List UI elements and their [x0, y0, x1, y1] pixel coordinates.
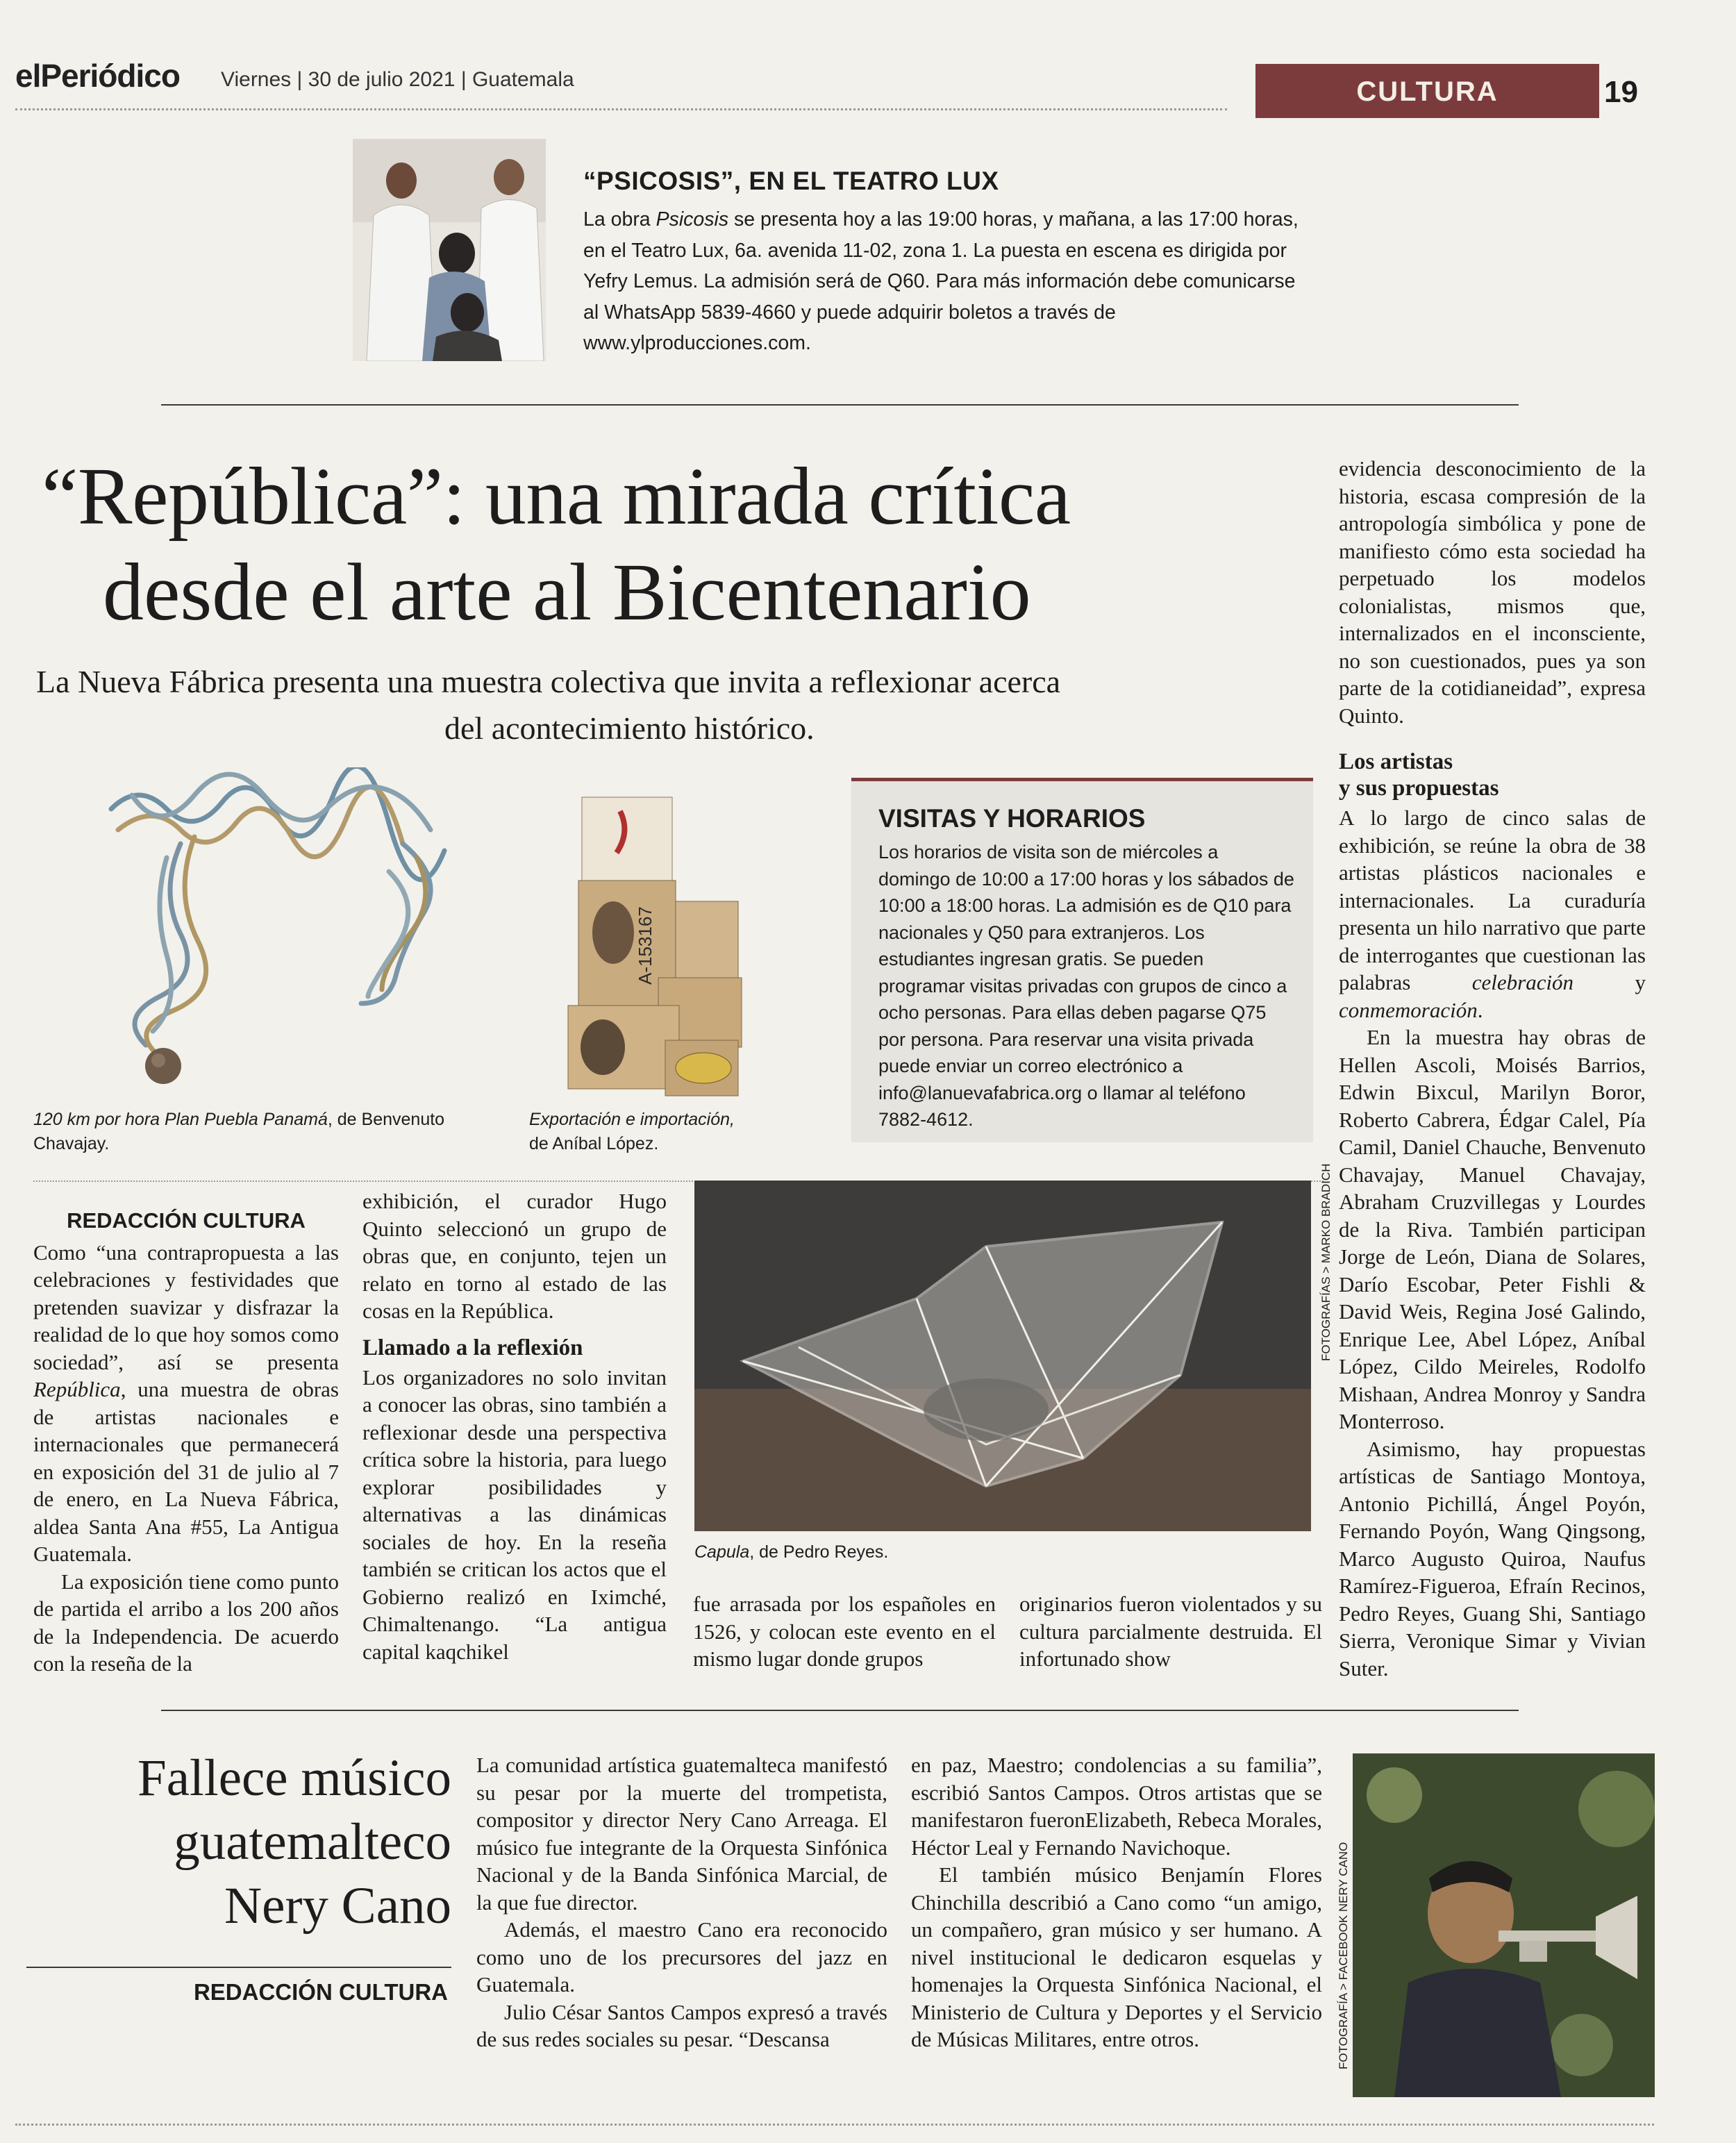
main-col1-p2: La exposición tiene como punto de partida el arribo a los 200 años de la Independencia. De acuerdo con la reseña de la [33, 1569, 339, 1676]
psicosis-body-start: La obra [583, 208, 656, 231]
obit-headline-line3: Nery Cano [224, 1877, 451, 1935]
page-number: 19 [1604, 75, 1638, 109]
boxes-illustration [561, 783, 752, 1103]
visitas-body: Los horarios de visita son de miércoles a domingo de 10:00 a 17:00 horas y los sábados de 10:00 a 18:00 horas. La admisión es de Q10 para nacionales y Q50 para extranjeros. Los estudiantes ingresan gratis. Se pueden programar visitas privadas con grupos de cinco a ocho personas. Para ellas deben pagarse Q75 por persona. Para reservar una visita privada puede enviar un correo electrónico a info@lanuevafabrica.org o llamar al teléfono 7882-4612. [878, 842, 1294, 1130]
lopez-caption [529, 1108, 793, 1156]
main-col5-p2-end: . [1477, 997, 1483, 1022]
psicosis-body-rest: se presenta hoy a las 19:00 horas, y mañana, a las 17:00 horas, en el Teatro Lux, 6a. avenida 11-02, zona 1. La puesta en escena es dirigida por Yefry Lemus. La admisión será de Q60. Para más información debe comunicarse al WhatsApp 5839-4660 y puede adquirir boletos a través de www.ylproducciones.com. [583, 208, 1299, 354]
main-headline-line2: desde el arte al Bicentenario [103, 547, 1031, 637]
capula-sculpture-illustration [694, 1181, 1311, 1531]
main-headline-line1: “República”: una mirada crítica [42, 451, 1071, 542]
psicosis-title: “PSICOSIS”, EN EL TEATRO LUX [583, 167, 999, 195]
main-deck-line1: La Nueva Fábrica presenta una muestra colectiva que invita a reflexionar acerca [36, 664, 1061, 699]
masthead-logo: elPeriódico [15, 58, 180, 94]
chavajay-artwork-image [97, 767, 458, 1094]
obit-col-1 [476, 1751, 887, 2053]
main-col5-subhead [1339, 749, 1646, 801]
brief-divider [161, 404, 1519, 406]
main-col3-text: fue arrasada por los españoles en 1526, y colocan este evento en el mismo lugar donde grupos [693, 1592, 996, 1671]
main-col4-text: originarios fueron violentados y su cultura parcialmente destruida. El infortunado show [1019, 1592, 1322, 1671]
main-col5-subhead-line1: Los artistas [1339, 749, 1453, 774]
obit-col1-p1: La comunidad artística guatemalteca manifestó su pesar por la muerte del trompetista, compositor y director Nery Cano Arreaga. El músico fue integrante de la Orquesta Sinfónica Nacional y de la Banda Sinfónica Marcial, de la que fue director. [476, 1753, 887, 1915]
chavajay-caption-rest: , de Benvenuto Chavajay. [33, 1110, 445, 1153]
capula-photo-credit: FOTOGRAFÍAS > MARKO BRADICH [1319, 1163, 1333, 1361]
psicosis-play-title: Psicosis [656, 208, 729, 231]
nery-cano-photo-credit: FOTOGRAFÍA > FACEBOOK NERY CANO [1337, 1842, 1350, 2069]
obit-col-2 [911, 1751, 1322, 2053]
main-col1-p1a: Como “una contrapropuesta a las celebraciones y festividades que pretenden suavizar y disfrazar la realidad de lo que hoy somos como sociedad”, así se presenta [33, 1240, 339, 1374]
main-col-4 [1019, 1590, 1322, 1673]
capula-caption [694, 1540, 1042, 1565]
main-col-3 [693, 1590, 996, 1673]
main-col5-p2a: A lo largo de cinco salas de exhibición, se reúne la obra de 38 artistas plásticos nacionales e internacionales. La curaduría presenta un hilo narrativo que parte de interrogantes que cuestionan las palabras [1339, 806, 1646, 994]
obit-byline-rule [26, 1967, 451, 1968]
psicosis-photo [353, 139, 546, 361]
main-col5-p4: Asimismo, hay propuestas artísticas de Santiago Montoya, Antonio Pichillá, Ángel Poyón, Fernando Poyón, Wang Qingsong, Marco Augusto Quiroa, Naufus Ramírez-Figueroa, Efraín Recinos, Pedro Reyes, Guang Shi, Santiago Sierra, Veronique Simar y Vivian Suter. [1339, 1436, 1646, 1681]
psicosis-body [583, 204, 1299, 359]
obit-byline: REDACCIÓN CULTURA [193, 1979, 448, 2005]
main-col1-p1b: , una muestra de obras de artistas nacionales e internacionales que permanecerá en exposición del 31 de julio al 7 de enero, en La Nueva Fábrica, aldea Santa Ana #55, La Antigua Guatemala. [33, 1377, 339, 1566]
main-col5-word2: conmemoración [1339, 997, 1478, 1022]
nery-cano-photo [1353, 1753, 1655, 2097]
main-col5-p2-mid: y [1574, 970, 1646, 994]
capula-caption-title: Capula [694, 1542, 750, 1562]
svg-text:A-153167: A-153167 [635, 906, 656, 985]
obit-headline [21, 1746, 451, 1938]
ribbon-sculpture-illustration [97, 767, 458, 1094]
section-label: CULTURA [1356, 76, 1499, 107]
main-col5-word1: celebración [1471, 970, 1574, 994]
chavajay-caption [33, 1108, 512, 1156]
main-deck-line2: del acontecimiento histórico. [444, 710, 815, 746]
trumpet-player-illustration [1353, 1753, 1655, 2097]
obit-col1-p3: Julio César Santos Campos expresó a través de sus redes sociales su pesar. “Descansa [476, 1999, 887, 2051]
main-col5-p1: evidencia desconocimiento de la historia, escasa compresión de la antropología simbólica y pone de manifiesto cómo esta sociedad ha perpetuado los modelos colonialistas, mismos que, internalizados en el inconsciente, no son cuestionados, pues ya son parte de la cotidianeidad”, expresa Quinto. [1339, 456, 1646, 728]
main-col2-p2: Los organizadores no solo invitan a conocer las obras, sino también a reflexionar desde una perspectiva crítica sobre la historia, para luego explorar posibilidades y alternativas a las dinámicas sociales de hoy. En la reseña también se critican los actos que el Gobierno realizó en Iximché, Chimaltenango. “La antigua capital kaqchikel [362, 1365, 667, 1664]
psicosis-photo-illustration [353, 139, 546, 361]
main-col-1 [33, 1207, 339, 1678]
date-line: Viernes | 30 de julio 2021 | Guatemala [221, 68, 574, 91]
main-col1-exhibit-title: República [33, 1377, 121, 1401]
obit-col2-p1: en paz, Maestro; condolencias a su familia”, escribió Santos Campos. Otros artistas que se manifestaron fueronElizabeth, Rebeca Morales, Héctor Leal y Fernando Navichoque. [911, 1753, 1322, 1860]
obit-col2-p2: El también músico Benjamín Flores Chinchilla describió a Cano como “un amigo, un compañero, gran músico y ser humano. A nivel institucional le dedicaron esquelas y homenajes la Orquesta Sinfónica Nacional, el Ministerio de Cultura y Deportes y el Servicio de Músicas Militares, entre otros. [911, 1862, 1322, 2051]
obit-headline-line2: guatemalteco [174, 1813, 451, 1871]
obit-divider [161, 1710, 1519, 1711]
main-col5-p2 [1339, 804, 1646, 1024]
main-col-5 [1339, 455, 1646, 1682]
lopez-caption-rest: de Aníbal López. [529, 1134, 659, 1153]
footer-dotted-rule [15, 2124, 1654, 2126]
chavajay-caption-title: 120 km por hora Plan Puebla Panamá [33, 1110, 328, 1129]
lopez-artwork-image [561, 783, 752, 1103]
main-col1-p1 [33, 1239, 339, 1568]
header-dotted-rule [15, 108, 1227, 110]
lopez-caption-title: Exportación e importación, [529, 1110, 735, 1129]
main-byline: REDACCIÓN CULTURA [67, 1208, 306, 1233]
obit-headline-line1: Fallece músico [137, 1749, 451, 1807]
main-col2-subhead: Llamado a la reflexión [362, 1335, 583, 1360]
main-col-2 [362, 1187, 667, 1665]
main-col5-p3: En la muestra hay obras de Hellen Ascoli, Moisés Barrios, Edwin Bixcul, Marilyn Boror, Roberto Cabrera, Édgar Calel, Pía Camil, Daniel Chauche, Benvenuto Chavajay, Manuel Chavajay, Abraham Cruzvillegas y Lourdes de la Riva. También participan Jorge de León, Diana de Solares, Darío Escobar, Peter Fishli & David Weis, Regina José Galindo, Enrique Lee, Abel López, Aníbal López, Cildo Meireles, Rodolfo Mishaan, Andrea Monroy y Sandra Monterroso. [1339, 1025, 1646, 1433]
main-col2-p1: exhibición, el curador Hugo Quinto seleccionó un grupo de obras que, en conjunto, tejen un relato en torno al estado de las cosas en la República. [362, 1189, 667, 1323]
main-col5-subhead-line2: y sus propuestas [1339, 776, 1499, 801]
obit-col1-p2: Además, el maestro Cano era reconocido como uno de los precursores del jazz en Guatemala. [476, 1917, 887, 1996]
capula-photo [694, 1181, 1311, 1531]
capula-caption-rest: , de Pedro Reyes. [749, 1542, 889, 1562]
visitas-title: VISITAS Y HORARIOS [878, 804, 1146, 833]
